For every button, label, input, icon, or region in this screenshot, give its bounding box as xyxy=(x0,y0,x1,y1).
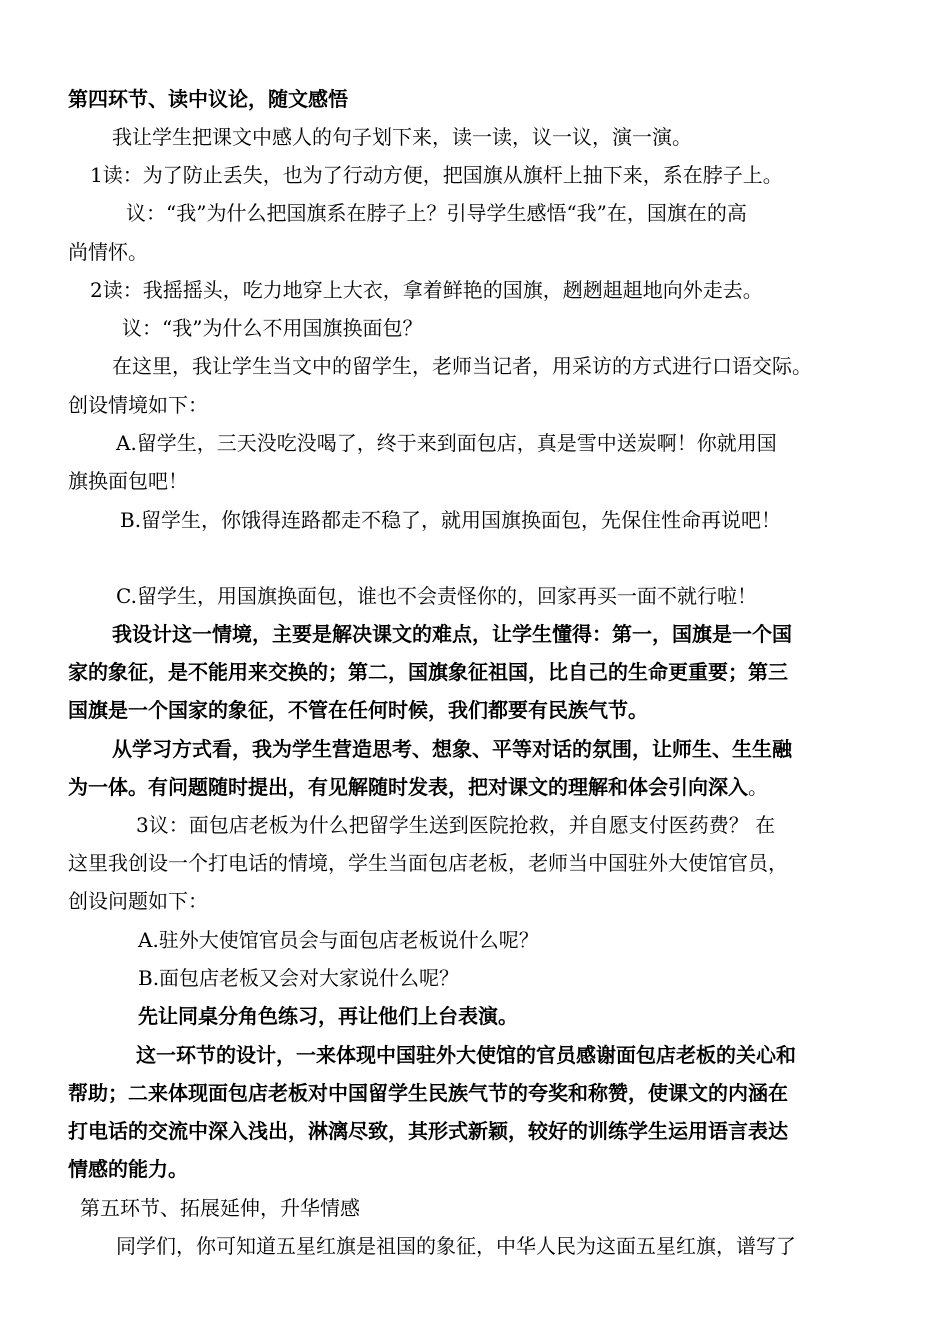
discuss-1-line-1: 议：“我”为什么把国旗系在脖子上？引导学生感悟“我”在，国旗在的高 xyxy=(126,201,747,225)
question-b: B.面包店老板又会对大家说什么呢？ xyxy=(138,966,460,990)
discuss-3-line-2: 这里我创设一个打电话的情境，学生当面包店老板，老师当中国驻外大使馆官员， xyxy=(68,851,788,875)
method-line-2-end: 。 xyxy=(748,775,768,799)
option-a-line-2: 旗换面包吧！ xyxy=(68,469,188,493)
option-b: B.留学生，你饿得连路都走不稳了，就用国旗换面包，先保住性命再说吧！ xyxy=(120,508,782,532)
section5-heading: 第五环节、拓展延伸，升华情感 xyxy=(80,1196,360,1220)
summary-line-1: 这一环节的设计，一来体现中国驻外大使馆的官员感谢面包店老板的关心和 xyxy=(136,1043,796,1067)
design-line-1: 我设计这一情境，主要是解决课文的难点，让学生懂得：第一，国旗是一个国 xyxy=(112,622,792,646)
question-a: A.驻外大使馆官员会与面包店老板说什么呢？ xyxy=(138,928,539,952)
read-1: 1读：为了防止丢失，也为了行动方便，把国旗从旗杆上抽下来，系在脖子上。 xyxy=(90,163,783,187)
section5-intro: 同学们，你可知道五星红旗是祖国的象征，中华人民为这面五星红旗，谱写了 xyxy=(116,1234,796,1258)
design-line-2: 家的象征，是不能用来交换的；第二，国旗象征祖国，比自己的生命更重要；第三 xyxy=(68,660,788,684)
option-c: C.留学生，用国旗换面包，谁也不会责怪你的，回家再买一面不就行啦！ xyxy=(116,584,757,608)
read-2: 2读：我摇摇头，吃力地穿上大衣，拿着鲜艳的国旗，趔趔趄趄地向外走去。 xyxy=(90,278,763,302)
option-a-line-1: A.留学生，三天没吃没喝了，终于来到面包店，真是雪中送炭啊！你就用国 xyxy=(116,431,777,455)
summary-line-3: 打电话的交流中深入浅出，淋漓尽致，其形式新颖，较好的训练学生运用语言表达 xyxy=(68,1119,788,1143)
scenario-line-1: 在这里，我让学生当文中的留学生，老师当记者，用采访的方式进行口语交际。 xyxy=(112,354,812,378)
method-line-2 xyxy=(68,774,768,800)
section4-heading: 第四环节、读中议论，随文感悟 xyxy=(68,87,348,111)
section4-intro: 我让学生把课文中感人的句子划下来，读一读，议一议，演一演。 xyxy=(112,125,692,149)
summary-line-2: 帮助；二来体现面包店老板对中国留学生民族气节的夸奖和称赞，使课文的内涵在 xyxy=(68,1081,788,1105)
discuss-3-line-1: 3议：面包店老板为什么把留学生送到医院抢救，并自愿支付医药费？ 在 xyxy=(136,813,776,837)
discuss-3-line-3: 创设问题如下： xyxy=(68,889,208,913)
discuss-2: 议：“我”为什么不用国旗换面包？ xyxy=(122,316,423,340)
method-line-2-bold: 为一体。有问题随时提出，有见解随时发表，把对课文的理解和体会引向深入 xyxy=(68,775,748,799)
practice-note: 先让同桌分角色练习，再让他们上台表演。 xyxy=(138,1004,518,1028)
method-line-1: 从学习方式看，我为学生营造思考、想象、平等对话的氛围，让师生、生生融 xyxy=(112,737,792,761)
summary-line-4: 情感的能力。 xyxy=(68,1157,188,1181)
design-line-3: 国旗是一个国家的象征，不管在任何时候，我们都要有民族气节。 xyxy=(68,698,648,722)
scenario-line-2: 创设情境如下： xyxy=(68,393,208,417)
discuss-1-line-2: 尚情怀。 xyxy=(68,240,148,264)
